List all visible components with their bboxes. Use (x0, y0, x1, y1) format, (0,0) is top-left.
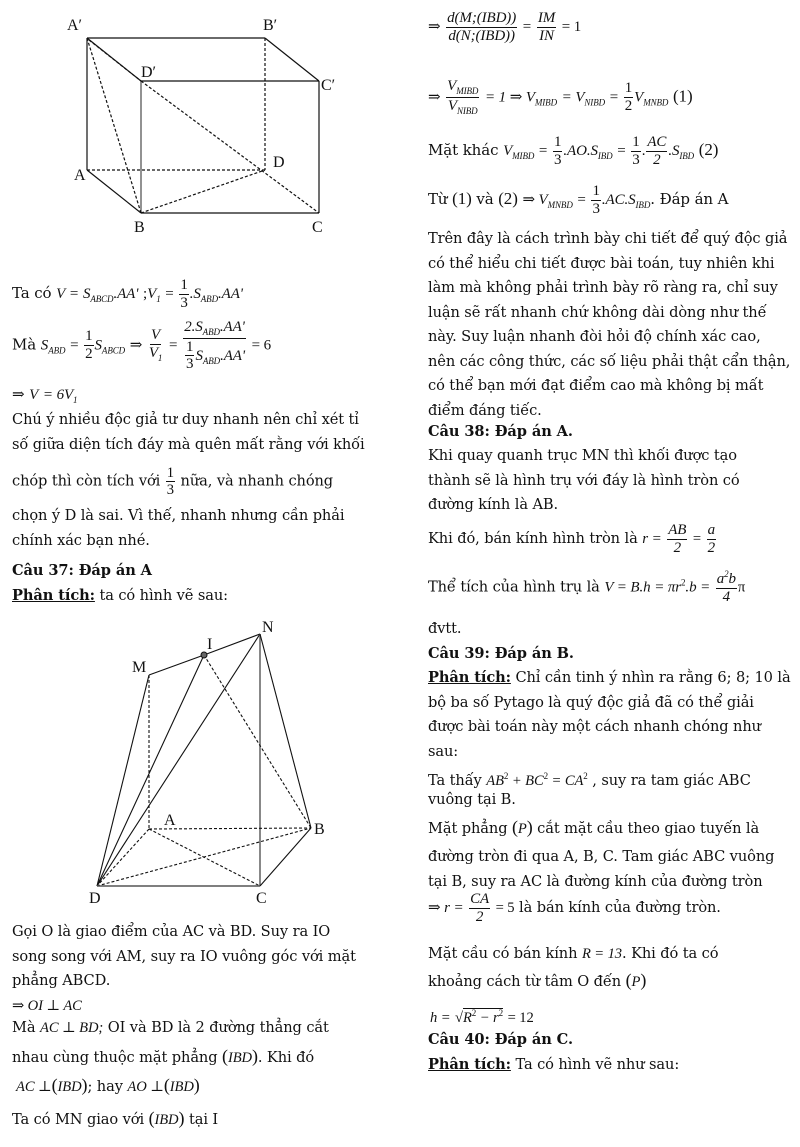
text-main: nhau cùng thuộc mặt phẳng (12, 1049, 218, 1066)
text-line: được bài toán này một cách nhanh chóng như (428, 718, 761, 735)
label-a: A (74, 167, 86, 184)
question-39-body (428, 845, 794, 894)
frac-den: 2 (653, 151, 661, 168)
label-c: C (312, 219, 323, 235)
sub-mibd: MIBD (534, 97, 557, 108)
frac-num: 1 (592, 183, 600, 199)
text-line: số giữa diện tích đáy mà quên mất rằng với khối (12, 435, 365, 453)
math-ibd: IBD (169, 1079, 194, 1095)
ref-1: (1) (452, 189, 472, 208)
frac-den: d(N;(IBD)) (448, 27, 515, 44)
label-b: B (134, 219, 145, 235)
fraction-v-v1 (148, 327, 163, 363)
fraction-one-third (591, 183, 600, 217)
math-ibd: IBD (57, 1079, 82, 1095)
text-line: Gọi O là giao điểm của AC và BD. Suy ra IO (12, 923, 331, 940)
question-38-body (428, 444, 794, 518)
sub-1: 1 (157, 352, 163, 363)
op-eq: = (609, 89, 619, 106)
frac-num: 1 (553, 134, 562, 150)
op-implies: ⇒ (12, 387, 25, 403)
text-line: nên các công thức, các số liệu phải thật cẩn thận, (428, 352, 791, 370)
equation-conclusion (428, 183, 794, 218)
sup-2: 2 (471, 1008, 477, 1018)
frac-num (716, 570, 737, 589)
figure-pyramid (60, 610, 360, 905)
question-39-mat-phang: Mặt phẳng (P) cắt mặt cầu theo giao tuyến là (428, 817, 760, 837)
frac-den: 2 (475, 908, 484, 925)
text-line: luận sẽ rất nhanh chứ không dài dòng như thế (428, 303, 767, 321)
fraction-big (183, 318, 246, 373)
frac-num: 1 (166, 465, 174, 481)
math-s: .S (668, 143, 680, 159)
math-v1: V (147, 286, 157, 302)
sup-2: 2 (681, 577, 686, 588)
text-line: có thể hiểu chi tiết được bài toán, tuy nhiên khi (428, 254, 775, 272)
math-s: S (40, 337, 49, 354)
op-eq: = (692, 531, 702, 547)
math-ibd: IBD (154, 1112, 179, 1128)
text-after: nữa, và nhanh chóng (180, 472, 334, 490)
math-p: P (517, 821, 527, 837)
math-ibd: IBD (227, 1050, 252, 1066)
op-eq: = (577, 192, 586, 208)
line-mn-giao-ibd: Ta có MN giao với (IBD) tại I (12, 1108, 219, 1128)
text-ma: Mà (12, 335, 37, 354)
label-c-prime: C′ (321, 77, 336, 94)
analysis-label: Phân tích: (12, 587, 95, 604)
edge-a-c (149, 829, 260, 886)
math-r: r = (642, 531, 662, 547)
text-tail: , suy ra tam giác ABC (587, 771, 751, 789)
edge-a-d (97, 829, 149, 886)
math-aa2: .AA' (217, 286, 243, 302)
sub-abd: ABD (48, 345, 66, 356)
equation-ratio (12, 318, 390, 373)
math-ac-perp-bd: AC ⊥ BD; (40, 1020, 104, 1036)
math-minus-r: − r (476, 1009, 499, 1026)
question-39-analysis (428, 666, 794, 764)
math-ab: AB (486, 772, 504, 789)
sup-2: 2 (543, 771, 548, 781)
sub-1: 1 (73, 395, 78, 405)
text-prefix: Mặt phẳng (428, 820, 508, 837)
fraction-im-in (537, 10, 556, 44)
sub-abd: ABD (200, 294, 218, 304)
math-v: V (148, 344, 158, 361)
ref-2: (2) (498, 189, 518, 208)
edge-m-d (97, 675, 149, 886)
op-eq: = (522, 19, 532, 35)
text-line: điểm đáng tiếc. (428, 401, 542, 419)
result-five: = 5 (495, 900, 515, 916)
frac-num: 1 (624, 80, 633, 97)
analysis-text: Chỉ cần tinh ý nhìn ra rằng 6; 8; 10 là (510, 669, 791, 686)
text-tu: Từ (428, 190, 448, 208)
edge-i-n (204, 634, 260, 655)
math-bc: + BC (508, 772, 544, 789)
math-s: S (195, 347, 203, 364)
label-m: M (132, 659, 147, 676)
text-line: Trên đây là cách trình bày chi tiết để quý độc giả (428, 230, 788, 247)
label-d: D (89, 890, 101, 905)
frac-den: 4 (722, 588, 731, 605)
text-line: sau: (428, 742, 459, 760)
question-39-distance: khoảng cách từ tâm O đến (P) (428, 970, 647, 990)
text-ta-co: Ta có (12, 284, 52, 302)
frac-den: 2 (85, 345, 93, 362)
edge-n-d (97, 634, 260, 886)
frac-den: 3 (166, 482, 174, 499)
frac-num: CA (470, 891, 490, 907)
math-ca: = CA (548, 772, 584, 789)
frac-den: 2 (707, 539, 715, 556)
math-r-13: R = 13 (581, 946, 622, 962)
sup-2: 2 (724, 569, 729, 579)
text-hay: ; hay (87, 1078, 123, 1095)
frac-den (447, 98, 479, 117)
question-37-title: Câu 37: Đáp án A (12, 562, 152, 579)
frac-num: AC (647, 134, 667, 150)
frac-den: 3 (592, 200, 600, 217)
fraction-ab-2 (667, 522, 687, 556)
question-37-analysis (12, 584, 390, 609)
text-tail: cắt mặt cầu theo giao tuyến là (537, 820, 760, 837)
text-va: và (476, 190, 494, 208)
op-eq2: = (165, 286, 174, 302)
math-implies-v: ⇒ V (522, 192, 548, 208)
frac-den: 3 (180, 294, 188, 311)
math-6v: = 6V (42, 387, 74, 403)
math-implies-r: ⇒ r = (428, 900, 464, 916)
analysis-label: Phân tích: (428, 669, 511, 686)
label-d-prime: D′ (141, 64, 157, 81)
text-tail: . Khi đó (257, 1049, 315, 1066)
op-sep: ; (143, 286, 148, 302)
frac-num (446, 78, 479, 98)
fraction-a2b-4 (716, 570, 737, 605)
label-b: B (314, 821, 325, 838)
text-line: thành sẽ là hình trụ với đáy là hình tròn có (428, 471, 740, 489)
math-ac-perp: AC ⊥ (16, 1079, 52, 1095)
sub-1: 1 (156, 294, 161, 304)
question-38-volume (428, 570, 794, 605)
equation-distance-ratio (428, 10, 794, 44)
fraction-one-third (185, 339, 194, 373)
math-v: V (56, 286, 66, 302)
math-v: V (503, 143, 513, 159)
text-line: bộ ba số Pytago là quý độc giả đã có thể giải (428, 693, 754, 711)
op-eq: = (538, 143, 548, 159)
math-b: b (728, 571, 736, 587)
fraction-a-2 (707, 522, 716, 556)
text-prefix: Ta thấy (428, 771, 482, 789)
math-pi: π (737, 579, 746, 596)
text-line: này. Suy luận nhanh đòi hỏi độ chính xác cao, (428, 328, 761, 345)
math-ac-s: .AC.S (601, 192, 636, 208)
fraction-one-half (84, 328, 93, 362)
text-line: chính xác bạn nhé. (12, 531, 150, 549)
math-2s: 2.S (184, 319, 203, 335)
figure-box-prism (57, 5, 357, 235)
op-dot: . (641, 143, 646, 159)
frac-den: IN (539, 27, 554, 44)
line-ac-perp-ibd: AC ⊥(IBD); hay AO ⊥(IBD) (16, 1075, 200, 1095)
paragraph-o-intersection (12, 920, 390, 1018)
frac-den: 3 (186, 356, 194, 373)
fraction-ac-2 (646, 134, 667, 168)
frac-den: 2 (673, 539, 681, 556)
sub-ibd: IBD (679, 151, 695, 161)
math-aa: .AA' (219, 319, 245, 335)
text-line: chọn ý D là sai. Vì thế, nhanh nhưng cần phải (12, 507, 345, 525)
text-rest: OI và BD là 2 đường thẳng cắt (103, 1019, 329, 1036)
text-prefix: Khi đó, bán kính hình tròn là (428, 530, 638, 547)
frac-num: IM (537, 10, 556, 26)
sub-abd: ABD (202, 327, 220, 337)
question-39-title: Câu 39: Đáp án B. (428, 645, 574, 662)
question-40-analysis (428, 1053, 794, 1078)
diag-a1-b (87, 38, 141, 213)
text-mat-khac: Mặt khác (428, 141, 499, 159)
diag-d1-c (141, 81, 319, 213)
math-eq: = V (561, 89, 585, 106)
label-b-prime: B′ (263, 17, 278, 34)
fraction-ca-2 (469, 891, 490, 925)
text-line: song song với AM, suy ra IO vuông góc với mặt (12, 947, 356, 965)
paragraph-explanation (428, 227, 794, 423)
text-prefix: khoảng cách từ tâm O đến (428, 973, 622, 990)
math-ao-perp: AO ⊥ (127, 1079, 164, 1095)
math-aa: .AA' (220, 347, 245, 364)
edge-c-b (260, 828, 311, 886)
question-38-title: Câu 38: Đáp án A. (428, 423, 573, 440)
text-before: chóp thì còn tích với (12, 472, 161, 490)
edge-i-d (97, 655, 204, 886)
label-i: I (207, 636, 213, 653)
question-39-radius (428, 891, 794, 925)
fraction-one-third (179, 277, 188, 311)
text-prefix: Thể tích của hình trụ là (428, 578, 600, 596)
sqrt-sign: √ (455, 1009, 463, 1026)
equation-oi-perp-ac: ⇒ OI ⊥ AC (12, 997, 82, 1014)
frac-den: 3 (553, 151, 562, 168)
math-v: V (634, 89, 644, 106)
math-s2: .S (189, 286, 201, 302)
text-line: làm mà không phải trình bày rõ ràng ra, chỉ suy (428, 279, 778, 296)
math-a: a (716, 571, 725, 587)
label-a-prime: A′ (67, 17, 83, 34)
frac-num: 1 (186, 338, 194, 355)
text-line: Chú ý nhiều độc giả tư duy nhanh nên chỉ xét tỉ (12, 411, 359, 428)
math-p: P (631, 974, 641, 990)
sub-ibd: IBD (597, 151, 613, 161)
question-39-sphere-radius (428, 942, 794, 967)
equation-volume (12, 277, 390, 312)
equation-volume-ratio (428, 78, 794, 117)
label-a: A (164, 812, 176, 829)
fraction-one-third (553, 134, 562, 168)
analysis-text: ta có hình vẽ sau: (94, 587, 228, 604)
op-eq2: = (617, 143, 626, 159)
math-v: V (447, 97, 457, 114)
op-implies: ⇒ (129, 337, 143, 354)
op-implies: ⇒ (428, 89, 441, 106)
text-answer: . Đáp án A (650, 190, 729, 208)
question-39-h (430, 1001, 796, 1030)
math-s2: S (94, 337, 102, 354)
frac-num: V (151, 327, 161, 344)
label-c: C (256, 890, 267, 905)
math-ao-s: .AO.S (563, 143, 598, 159)
equation-tag-2: (2) (698, 140, 719, 159)
paragraph-note (12, 408, 390, 553)
frac-den (148, 345, 163, 364)
sqrt-body (463, 1008, 503, 1026)
sub-mibd: MIBD (512, 151, 535, 161)
fraction-one-half (624, 80, 633, 114)
math-h: h = (430, 1009, 451, 1026)
text-line: phẳng ABCD. (12, 972, 111, 989)
edge-i-b (204, 655, 311, 828)
frac-den: 2 (624, 97, 633, 114)
sub-ibd: IBD (635, 200, 651, 210)
question-40-title: Câu 40: Đáp án C. (428, 1031, 573, 1048)
frac-num: AB (668, 522, 687, 538)
math-s: S (82, 286, 91, 302)
result-one: = 1 (561, 19, 582, 35)
frac-den (183, 339, 246, 373)
frac-num: 1 (180, 277, 188, 293)
line-nhau-cung-thuoc: nhau cùng thuộc mặt phẳng (IBD). Khi đó (12, 1046, 315, 1066)
edge-b1-c1 (265, 38, 319, 81)
text-line: tại B, suy ra AC là đường kính của đường tròn (428, 872, 763, 890)
frac-den: 3 (632, 151, 640, 168)
math-b: .b = (685, 579, 711, 596)
sup-2: 2 (503, 771, 509, 781)
sub-abd: ABD (202, 355, 221, 366)
edge-a-b (87, 170, 141, 213)
text-line: đường tròn đi qua A, B, C. Tam giác ABC vuông (428, 848, 775, 865)
diag-b-d (141, 170, 265, 213)
question-38-radius (428, 522, 794, 556)
question-38-unit: đvtt. (428, 620, 462, 637)
op-eq2: = (169, 337, 178, 354)
label-n: N (262, 619, 274, 636)
text-tail: là bán kính của đường tròn. (519, 899, 721, 916)
math-v-expr: V = B.h = πr (604, 579, 682, 596)
op-eq: = (69, 286, 79, 302)
op-implies: ⇒ (428, 19, 441, 35)
sub-mnbd: MNBD (643, 97, 669, 108)
text-ma: Mà (12, 1019, 36, 1036)
result-twelve: = 12 (507, 1009, 534, 1026)
fraction-vmibd-vnibd (446, 78, 479, 117)
sub-abcd: ABCD (90, 294, 114, 304)
math-aa: .AA' (113, 286, 139, 302)
equation-tag-1: (1) (673, 86, 693, 106)
analysis-text: Ta có hình vẽ như sau: (510, 1056, 680, 1073)
text-line: đường kính là AB. (428, 496, 559, 513)
sub-abcd: ABCD (101, 345, 126, 356)
text-prefix: Mặt cầu có bán kính (428, 945, 578, 962)
frac-num: d(M;(IBD)) (447, 10, 517, 26)
line-ma-ac-perp-bd (12, 1016, 390, 1041)
frac-num: a (707, 522, 715, 538)
text-line-fraction (12, 465, 390, 498)
sub-nibd: NIBD (584, 97, 606, 108)
math-v: V (447, 78, 457, 94)
edge-n-b (260, 634, 311, 828)
fraction-one-third (166, 465, 175, 498)
question-39-vuong: vuông tại B. (428, 791, 516, 808)
sub-nibd: NIBD (456, 105, 478, 116)
sup-2: 2 (498, 1008, 504, 1018)
text-tail: tại I (188, 1111, 219, 1128)
sup-2: 2 (583, 771, 588, 781)
math-r: R (462, 1009, 472, 1026)
sub-mnbd: MNBD (547, 200, 573, 210)
result-six: = 6 (251, 337, 272, 354)
frac-num: 1 (632, 134, 640, 150)
math-v: V (29, 387, 39, 403)
frac-num (183, 318, 246, 339)
fraction-one-third-2 (631, 134, 640, 168)
math-mid: = 1 ⇒ V (484, 89, 535, 106)
text-line: có thể bạn mới đạt điểm cao mà không bị mất (428, 377, 764, 394)
sub-mibd: MIBD (456, 86, 479, 96)
fraction-distances (446, 10, 517, 44)
equation-mat-khac (428, 134, 794, 169)
label-d: D (273, 154, 285, 171)
text-line: Khi quay quanh trục MN thì khối được tạo (428, 447, 737, 464)
analysis-label: Phân tích: (428, 1056, 511, 1073)
op-eq: = (70, 337, 79, 354)
text-prefix: Ta có MN giao với (12, 1111, 145, 1128)
text-tail: . Khi đó ta có (622, 945, 719, 962)
frac-num: 1 (85, 328, 93, 345)
